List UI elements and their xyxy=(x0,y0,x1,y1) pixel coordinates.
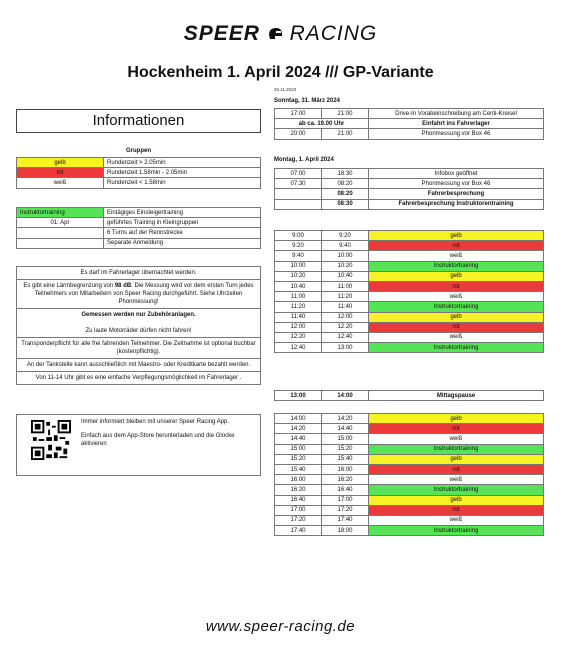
session-end: 10:00 xyxy=(322,251,369,261)
groups-heading: Gruppen xyxy=(126,148,151,154)
session-row xyxy=(275,434,544,444)
session-row xyxy=(275,271,544,281)
session-start: 10:20 xyxy=(275,271,322,281)
note-catering: Von 11-14 Uhr gibt es eine einfache Verpflegungsmöglichkeit im Fahrerlager . xyxy=(35,375,242,381)
session-start: 12:00 xyxy=(275,322,322,332)
group-desc: Rundenzeit < 1.58min xyxy=(104,178,261,188)
session-end: 13:00 xyxy=(322,343,369,353)
app-text-1: Immer informiert bleiben mit unserer Speer Racing App. xyxy=(81,419,230,425)
group-name: rot xyxy=(17,168,104,178)
logo-bold: SPEER xyxy=(183,22,260,45)
session-end: 18:00 xyxy=(322,526,369,536)
lunch-table: 13:00 14:00 Mittagspause xyxy=(274,390,544,401)
session-row xyxy=(275,505,544,515)
morning-table xyxy=(274,230,544,353)
app-text-2: Einfach aus dem App-Store herunterladen und die Glocke aktivieren xyxy=(81,433,235,447)
session-group: rot xyxy=(369,505,544,515)
session-group: Instruktortraining xyxy=(369,302,544,312)
session-group: Instruktortraining xyxy=(369,261,544,271)
session-row xyxy=(275,322,544,332)
session-row xyxy=(275,526,544,536)
instructor-label: Instruktortraining xyxy=(17,208,104,218)
session-start: 9:40 xyxy=(275,251,322,261)
session-end: 14:40 xyxy=(322,424,369,434)
session-start: 11:20 xyxy=(275,302,322,312)
note-noise: Es gibt eine Lärmbegrenzung von 98 dB. Die Messung wird vor dem ersten Turn jedes Teilnehmers von Mitarbeitern von Speer Racing durchgeführt. Siehe Uhrzeiten Phonmessung! xyxy=(17,280,260,309)
session-group: Instruktortraining xyxy=(369,485,544,495)
session-row xyxy=(275,414,544,424)
session-group: rot xyxy=(369,424,544,434)
session-end: 11:20 xyxy=(322,292,369,302)
group-name: weiß xyxy=(17,178,104,188)
app-box xyxy=(16,414,261,476)
info-heading: Informationen xyxy=(16,109,261,133)
session-row xyxy=(275,231,544,241)
session-row xyxy=(275,292,544,302)
instructor-line: Separate Anmeldung xyxy=(104,238,261,248)
document-date: 26.11.2023 xyxy=(274,87,297,92)
group-row xyxy=(17,178,261,188)
session-start: 17:20 xyxy=(275,515,322,525)
instructor-desc: Eintägiges Einsteigertraining xyxy=(104,208,261,218)
session-end: 17:00 xyxy=(322,495,369,505)
session-end: 12:20 xyxy=(322,322,369,332)
session-group: weiß xyxy=(369,475,544,485)
session-row xyxy=(275,281,544,291)
afternoon-table xyxy=(274,413,544,536)
session-end: 9:20 xyxy=(322,231,369,241)
session-group: rot xyxy=(369,464,544,474)
session-group: gelb xyxy=(369,271,544,281)
session-group: Instruktortraining xyxy=(369,343,544,353)
session-end: 12:00 xyxy=(322,312,369,322)
session-end: 11:40 xyxy=(322,302,369,312)
session-start: 14:40 xyxy=(275,434,322,444)
session-start: 14:20 xyxy=(275,424,322,434)
session-start: 16:00 xyxy=(275,475,322,485)
instructor-date: 01. Apr xyxy=(17,218,104,228)
session-group: Instruktortraining xyxy=(369,526,544,536)
session-row xyxy=(275,495,544,505)
session-end: 15:00 xyxy=(322,434,369,444)
session-start: 11:40 xyxy=(275,312,322,322)
session-row xyxy=(275,332,544,342)
session-start: 9:20 xyxy=(275,241,322,251)
session-start: 16:40 xyxy=(275,495,322,505)
session-start: 15:20 xyxy=(275,454,322,464)
session-end: 16:20 xyxy=(322,475,369,485)
session-end: 15:40 xyxy=(322,454,369,464)
session-row xyxy=(275,464,544,474)
groups-table xyxy=(16,157,261,189)
session-group: gelb xyxy=(369,454,544,464)
session-group: gelb xyxy=(369,414,544,424)
qr-code-icon[interactable] xyxy=(31,420,71,460)
session-row xyxy=(275,261,544,271)
session-group: rot xyxy=(369,241,544,251)
session-end: 10:20 xyxy=(322,261,369,271)
notes-box xyxy=(16,266,261,385)
session-start: 10:00 xyxy=(275,261,322,271)
note-transponder: Transponderpflicht für alle frei fahrenden Teilnehmer. Die Zeitnahme ist optional buchbar (kostenpflichtig). xyxy=(17,338,260,359)
session-group: gelb xyxy=(369,312,544,322)
instructor-line: 6 Turns auf der Rennstrecke xyxy=(104,228,261,238)
session-start: 17:00 xyxy=(275,505,322,515)
session-start: 17:40 xyxy=(275,526,322,536)
note-payment: An der Tankstelle kann ausschließlich mit Maestro- oder Kreditkarte bezahlt werden. xyxy=(17,359,260,372)
session-end: 11:00 xyxy=(322,281,369,291)
sunday-table: 17:00 21:00 Drive-In Vorabeinschreibung am Centi-Kreisel ab ca. 19.00 Uhr Einfahrt ins Fahrerlager 20:00 21:00 Phonmessung vor Box 46 xyxy=(274,108,544,140)
session-group: weiß xyxy=(369,332,544,342)
session-start: 12:40 xyxy=(275,343,322,353)
session-group: rot xyxy=(369,322,544,332)
session-end: 16:00 xyxy=(322,464,369,474)
group-row xyxy=(17,168,261,178)
session-row xyxy=(275,312,544,322)
session-end: 12:40 xyxy=(322,332,369,342)
logo-italic: RACING xyxy=(289,22,378,45)
session-group: weiß xyxy=(369,292,544,302)
session-end: 9:40 xyxy=(322,241,369,251)
session-start: 15:40 xyxy=(275,464,322,474)
session-row xyxy=(275,485,544,495)
note-accessory: Gemessen werden nur Zubehöranlagen. xyxy=(81,312,196,318)
session-row xyxy=(275,444,544,454)
session-start: 10:40 xyxy=(275,281,322,291)
brand-logo xyxy=(0,22,561,46)
website-url[interactable]: www.speer-racing.de xyxy=(205,618,356,635)
session-group: rot xyxy=(369,281,544,291)
instructor-line: geführtes Training in Kleingruppen xyxy=(104,218,261,228)
session-end: 14:20 xyxy=(322,414,369,424)
session-end: 10:40 xyxy=(322,271,369,281)
group-row xyxy=(17,158,261,168)
session-start: 14:00 xyxy=(275,414,322,424)
session-start: 9:00 xyxy=(275,231,322,241)
session-start: 12:20 xyxy=(275,332,322,342)
session-row xyxy=(275,515,544,525)
note-measurement xyxy=(17,309,260,338)
session-start: 11:00 xyxy=(275,292,322,302)
note-overnight: Es darf im Fahrerlager übernachtet werden. xyxy=(17,267,260,280)
session-end: 17:20 xyxy=(322,505,369,515)
session-start: 15:00 xyxy=(275,444,322,454)
app-text xyxy=(81,418,251,448)
monday-heading: Montag, 1. April 2024 xyxy=(274,157,334,163)
session-group: gelb xyxy=(369,495,544,505)
group-desc: Rundenzeit > 2.05min xyxy=(104,158,261,168)
session-row xyxy=(275,241,544,251)
instructor-table xyxy=(16,207,261,249)
group-name: gelb xyxy=(17,158,104,168)
session-row xyxy=(275,454,544,464)
monday-pre-table: 07:00 18:30 Infobox geöffnet 07:30 08:20 Phonmessung vor Box 46 08:20 Fahrerbesprechung 08:30 Fahrerbesprechung Instruktorentraining xyxy=(274,168,544,210)
session-row xyxy=(275,343,544,353)
note-too-loud: Zu laute Motorräder dürfen nicht fahren! xyxy=(85,328,192,334)
page-title: Hockenheim 1. April 2024 /// GP-Variante xyxy=(127,64,434,81)
session-group: weiß xyxy=(369,434,544,444)
session-group: Instruktortraining xyxy=(369,444,544,454)
session-start: 16:20 xyxy=(275,485,322,495)
session-row xyxy=(275,475,544,485)
helmet-icon xyxy=(267,23,283,37)
sunday-heading: Sonntag, 31. März 2024 xyxy=(274,98,341,104)
session-group: gelb xyxy=(369,231,544,241)
session-end: 16:40 xyxy=(322,485,369,495)
session-end: 15:20 xyxy=(322,444,369,454)
session-row xyxy=(275,302,544,312)
session-end: 17:40 xyxy=(322,515,369,525)
session-row xyxy=(275,251,544,261)
session-group: weiß xyxy=(369,515,544,525)
session-group: weiß xyxy=(369,251,544,261)
session-row xyxy=(275,424,544,434)
group-desc: Rundenzeit 1.58min - 2.05min xyxy=(104,168,261,178)
